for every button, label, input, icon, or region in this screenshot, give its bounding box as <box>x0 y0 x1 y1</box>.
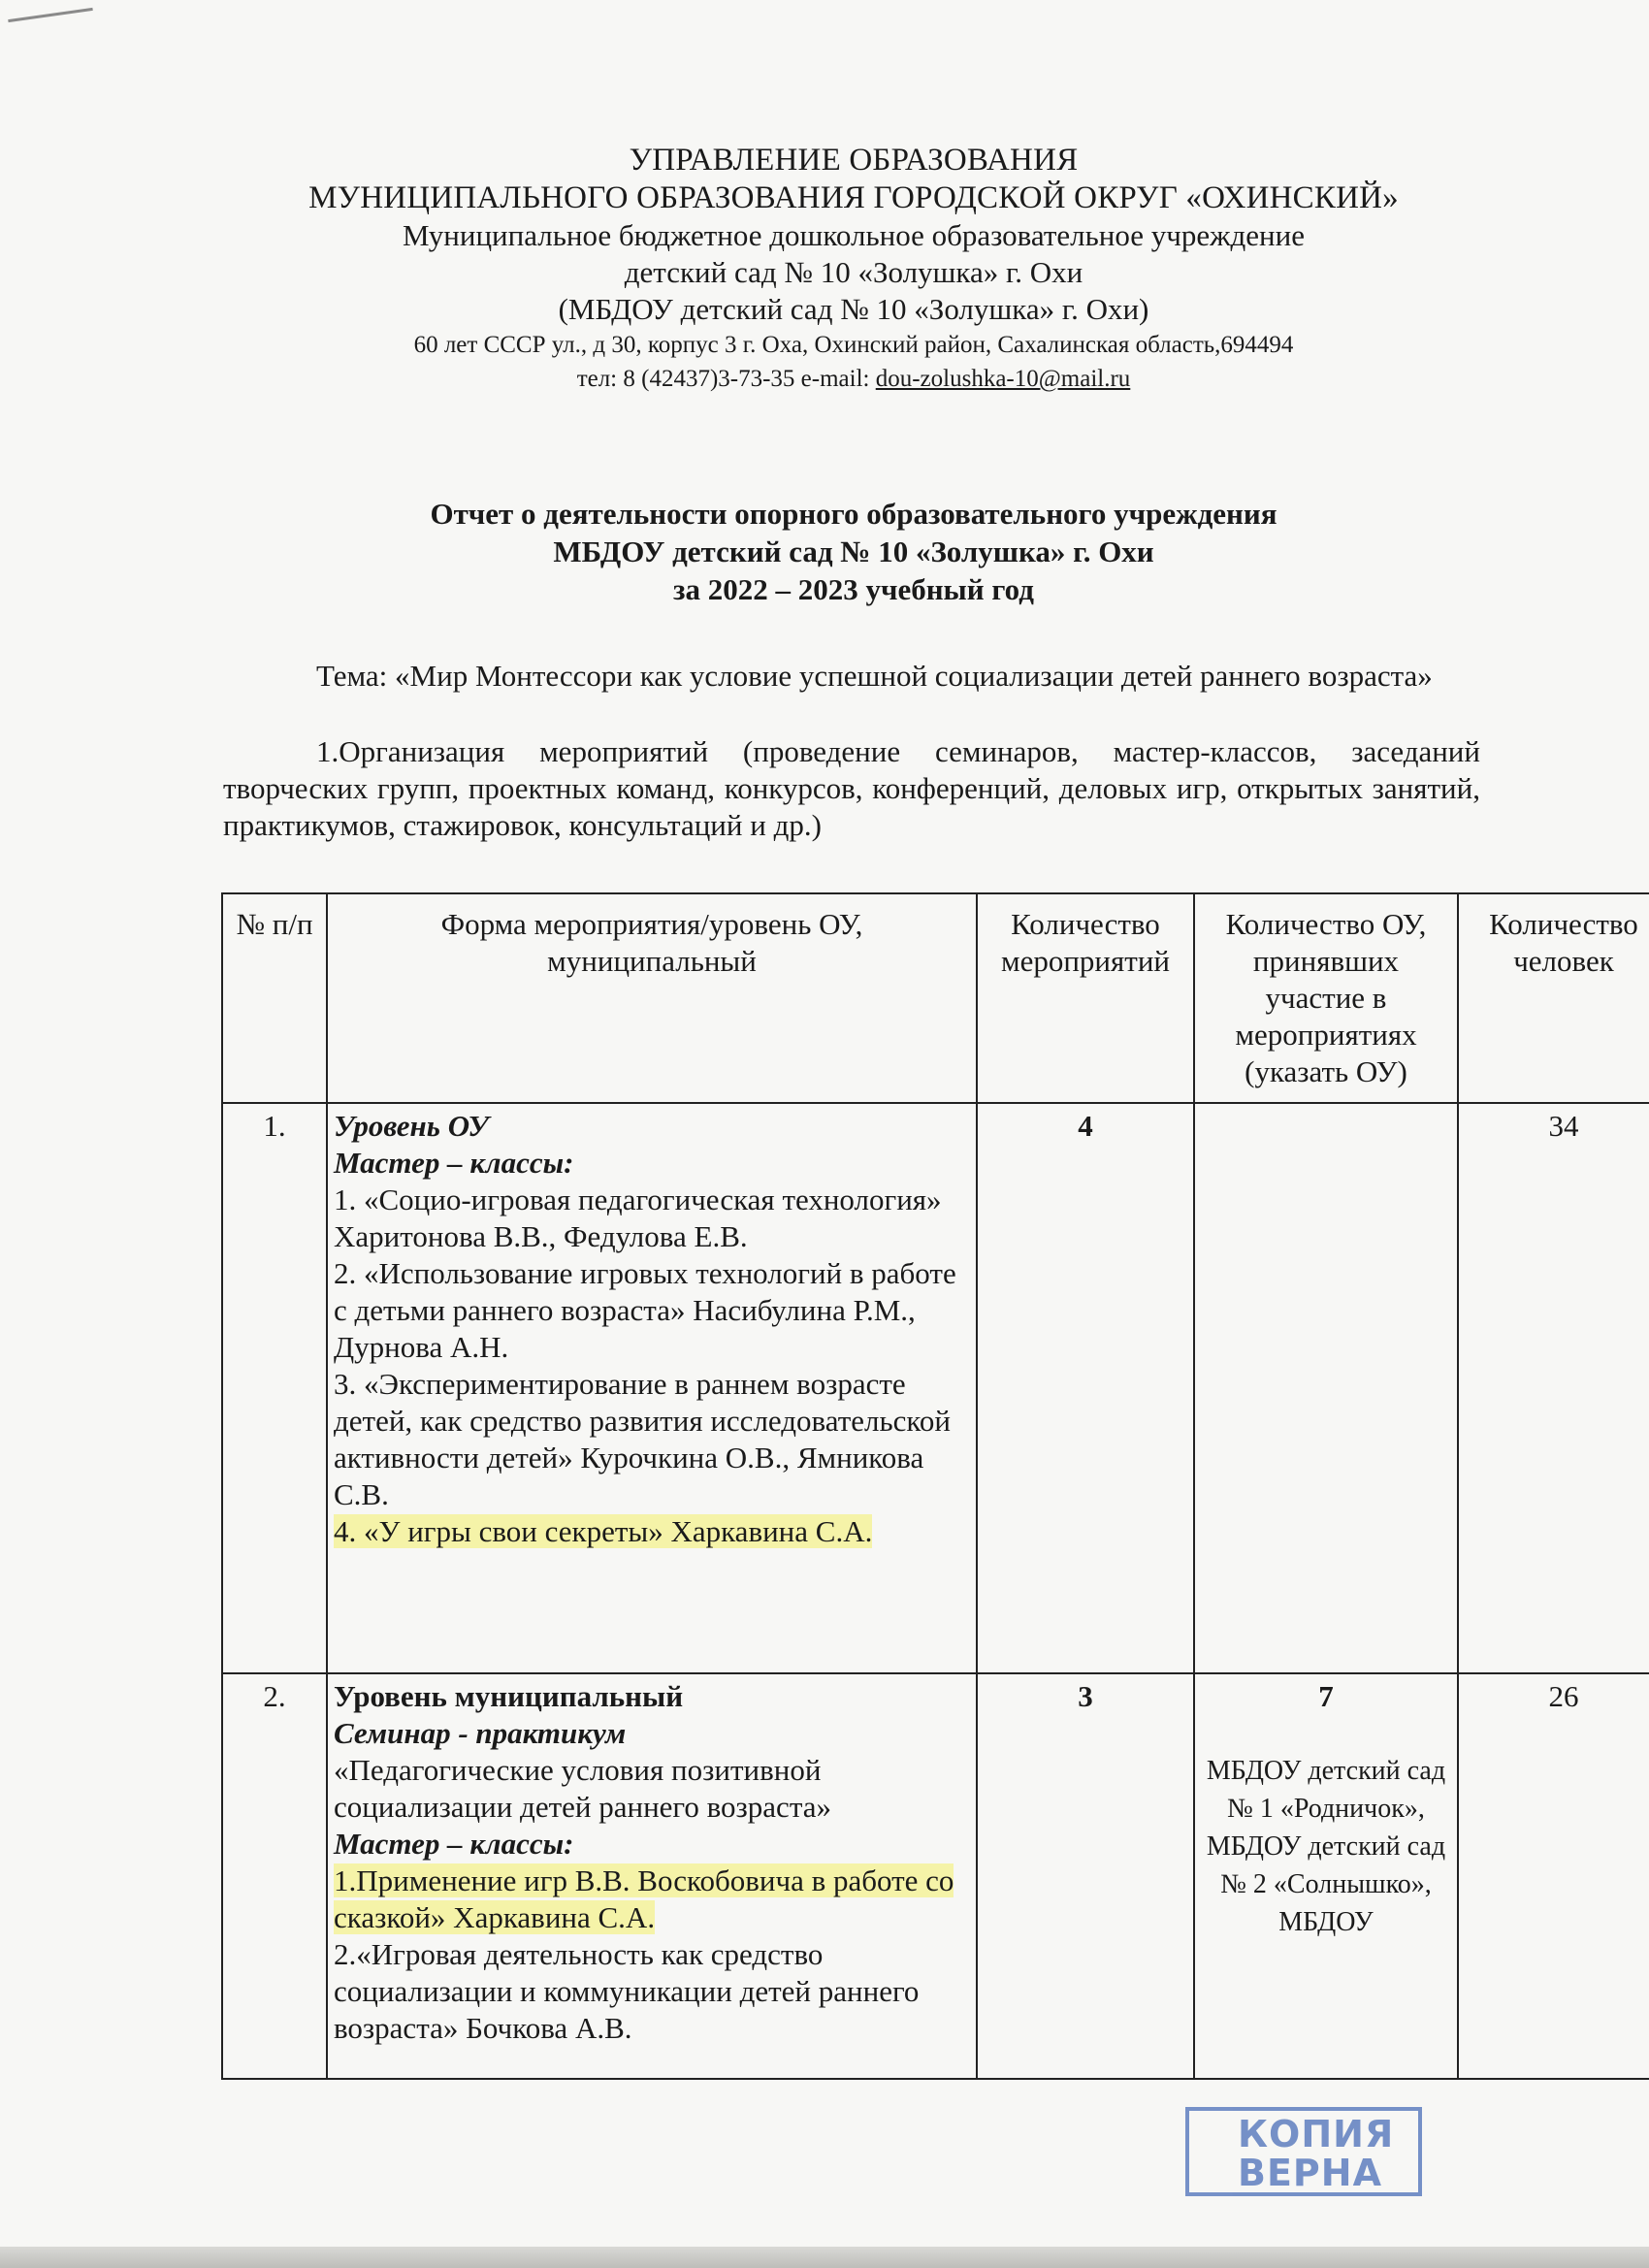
event-item: 3. «Экспериментирование в раннем возрасте детей, как средство развития исследовательской активности детей» Курочкина О.В., Ямникова С.В. <box>334 1367 951 1511</box>
row-form-cell <box>327 1103 977 1673</box>
table-row <box>222 1673 1649 2079</box>
header-line-2: МУНИЦИПАЛЬНОГО ОБРАЗОВАНИЯ ГОРОДСКОЙ ОКРУГ «ОХИНСКИЙ» <box>308 180 1399 215</box>
header-line-5: (МБДОУ детский сад № 10 «Золушка» г. Охи) <box>558 292 1149 326</box>
highlighted-text: 4. «У игры свои секреты» Харкавина С.А. <box>334 1514 873 1548</box>
header-num: № п/п <box>222 893 327 1103</box>
row-level: Уровень ОУ <box>334 1109 489 1143</box>
event-item: 1. «Социо-игровая педагогическая технология» Харитонова В.В., Федулова Е.В. <box>334 1183 942 1253</box>
row-ou-cell <box>1194 1673 1458 2079</box>
organization-text: 1.Организация мероприятий (проведение семинаров, мастер-классов, заседаний творческих групп, проектных команд, конкурсов, конференций, деловых игр, открытых занятий, практикумов, стажировок, консультаций и др.) <box>223 734 1480 842</box>
header-address: 60 лет СССР ул., д 30, корпус 3 г. Оха, Охинский район, Сахалинская область,694494 <box>413 332 1294 358</box>
copy-certified-stamp <box>1185 2107 1422 2196</box>
table-row <box>222 1103 1649 1673</box>
report-title-line-2: МБДОУ детский сад № 10 «Золушка» г. Охи <box>553 535 1154 568</box>
scan-bottom-edge <box>0 2247 1649 2268</box>
event-item: 2.«Игровая деятельность как средство социализации и коммуникации детей раннего возраста» Бочкова А.В. <box>334 1937 920 2045</box>
stamp-line-1: КОПИЯ <box>1238 2113 1395 2155</box>
header-people: Количество человек <box>1458 893 1649 1103</box>
header-form: Форма мероприятия/уровень ОУ, муниципальный <box>327 893 977 1103</box>
event-item: 2. «Использование игровых технологий в работе с детьми раннего возраста» Насибулина Р.М., Дурнова А.Н. <box>334 1256 956 1364</box>
row-number: 1. <box>222 1103 327 1673</box>
header-email-link[interactable]: dou-zolushka-10@mail.ru <box>875 366 1131 392</box>
row-ou-list: МБДОУ детский сад № 1 «Родничок», МБДОУ детский сад № 2 «Солнышко», МБДОУ <box>1206 1756 1446 1937</box>
stamp-line-2: ВЕРНА <box>1238 2152 1382 2194</box>
report-title-line-3: за 2022 – 2023 учебный год <box>673 572 1034 606</box>
event-item-highlighted <box>334 1863 970 1936</box>
theme-paragraph <box>223 658 1480 695</box>
row-form-cell <box>327 1673 977 2079</box>
seminar-topic: «Педагогические условия позитивной социализации детей раннего возраста» <box>334 1753 831 1824</box>
highlighted-text: 1.Применение игр В.В. Воскобовича в работе со сказкой» Харкавина С.А. <box>334 1863 954 1934</box>
event-item-highlighted <box>334 1513 970 1550</box>
table-header-row <box>222 893 1649 1103</box>
row-subtitle: Мастер – классы: <box>334 1146 574 1180</box>
events-table <box>221 892 1649 2080</box>
report-title-line-1: Отчет о деятельности опорного образовательного учреждения <box>430 497 1277 531</box>
row-people-count: 26 <box>1458 1673 1649 2079</box>
row-subtitle: Семинар - практикум <box>334 1716 627 1750</box>
header-phone: тел: 8 (42437)3-73-35 e-mail: <box>576 366 876 392</box>
row-ou-count: 7 <box>1318 1679 1334 1713</box>
header-contacts <box>175 362 1533 396</box>
report-title <box>175 495 1533 608</box>
theme-text: Тема: «Мир Монтессори как условие успешной социализации детей раннего возраста» <box>316 659 1433 693</box>
header-ou: Количество ОУ, принявших участие в мероприятиях (указать ОУ) <box>1194 893 1458 1103</box>
header-line-4: детский сад № 10 «Золушка» г. Охи <box>624 255 1083 289</box>
organization-paragraph <box>223 733 1480 844</box>
row-number: 2. <box>222 1673 327 2079</box>
scan-mark <box>8 8 93 22</box>
row-event-count: 4 <box>977 1103 1194 1673</box>
row-level: Уровень муниципальный <box>334 1679 684 1713</box>
row-event-count: 3 <box>977 1673 1194 2079</box>
row-ou-count <box>1194 1103 1458 1673</box>
letterhead <box>175 142 1533 396</box>
row-people-count: 34 <box>1458 1103 1649 1673</box>
header-line-3: Муниципальное бюджетное дошкольное образовательное учреждение <box>403 218 1305 252</box>
header-line-1: УПРАВЛЕНИЕ ОБРАЗОВАНИЯ <box>629 143 1079 178</box>
header-count: Количество мероприятий <box>977 893 1194 1103</box>
row-subtitle-2: Мастер – классы: <box>334 1827 574 1861</box>
